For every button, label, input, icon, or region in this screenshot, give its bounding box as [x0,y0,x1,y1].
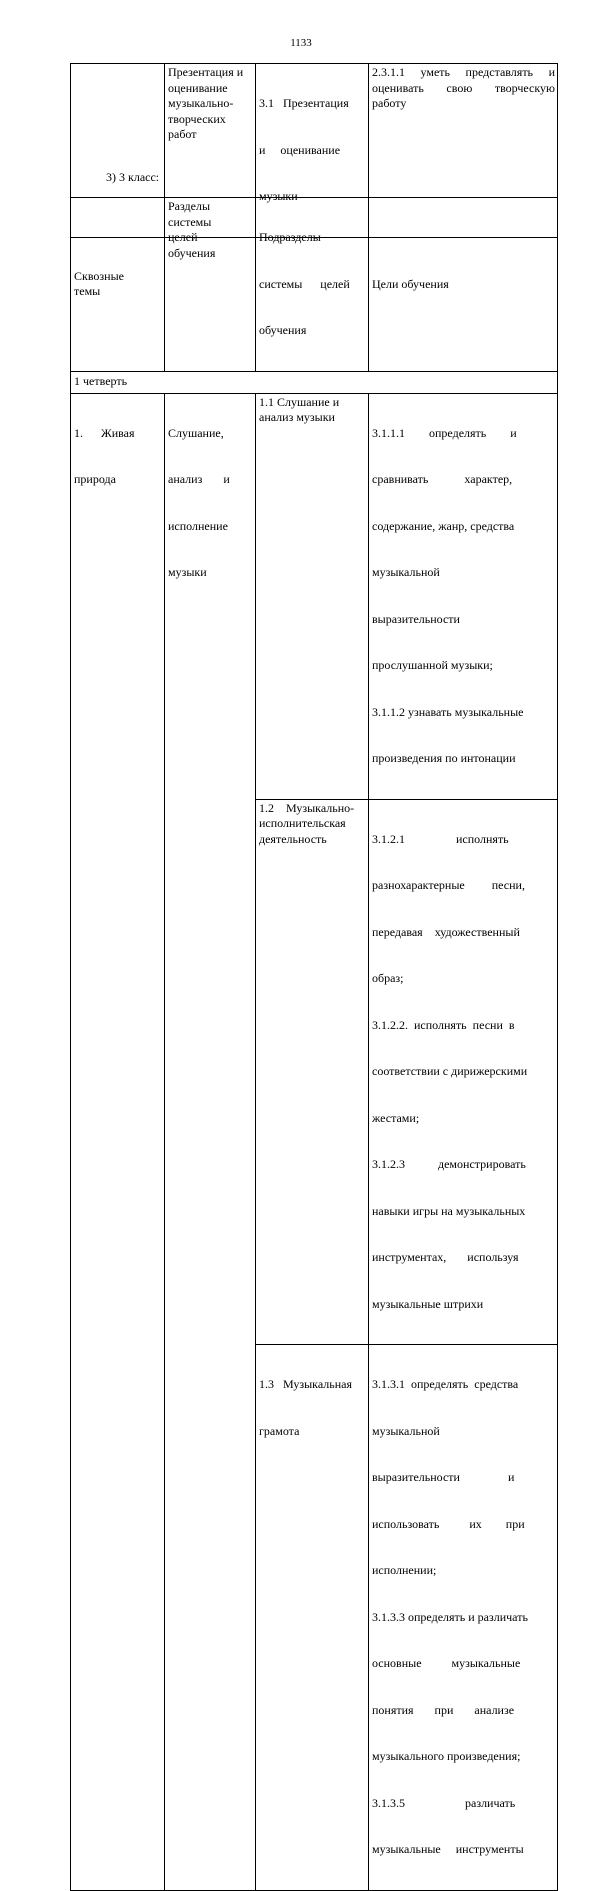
subsection-cell [256,799,369,1345]
header-subsections [256,198,369,372]
header-themes [71,198,165,372]
header-sections [165,198,256,372]
text-line: 1. Живая [74,425,135,440]
text-line: целей [168,230,198,244]
text-line: системы целей [259,276,350,291]
text-line: сравнивать характер, [372,472,513,486]
quarter-row: 1 четверть [71,371,558,393]
text-line: 1.3 Музыкальная [259,1377,352,1391]
text-line: музыкальной [372,565,440,579]
text-line: использовать их при [372,1516,525,1531]
text-line: 1.1 Слушание и [259,394,340,409]
text-line: 3.1.3.5 различать [372,1795,516,1810]
text-line: 3.1.3.1 определять средства [372,1377,519,1391]
text-line: оценивать свою творческую [372,80,555,95]
text-line: творческих [168,111,226,126]
text-line: выразительности [372,611,460,626]
theme-cell [71,393,165,1890]
text-line: обучения [168,245,216,260]
section-cell [165,393,256,1890]
text-line: темы [74,284,101,299]
text-line: и оценивание [259,142,341,157]
subsection-cell [256,393,369,799]
header-goals: Цели обучения [369,198,558,372]
text-line: основные музыкальные [372,1656,521,1670]
text-line: произведения по интонации [372,751,516,765]
goal-cell [369,1345,558,1891]
text-line: грамота [259,1423,300,1438]
text-line: музыкальные инструменты [372,1842,524,1856]
text-line: 3.1.2.3 демонстрировать [372,1157,526,1171]
text-line: музыки [259,189,298,203]
text-line: Слушание, [168,425,224,440]
text-line: разнохарактерные песни, [372,878,525,892]
text-line: образ; [372,971,404,985]
text-line: анализ музыки [259,410,335,424]
text-line: оценивание [168,80,228,95]
text-line: выразительности и [372,1470,515,1484]
text-line: содержание, жанр, средства [372,518,515,533]
text-line: музыкальной [372,1423,440,1438]
subsection-cell [256,1345,369,1891]
text-line: 3.1.1.2 узнавать музыкальные [372,704,524,719]
text-line: работ [168,127,197,141]
text-line: работу [372,96,407,110]
text-line: 3.1.2.1 исполнять [372,831,509,846]
text-line: музыкальные штрихи [372,1296,484,1311]
text-line: деятельность [259,831,327,846]
goal-cell [369,799,558,1345]
text-line: понятия при анализе [372,1702,515,1717]
text-line: прослушанной музыки; [372,658,493,672]
text-line: Разделы [168,199,211,213]
text-line: исполнение [168,518,228,533]
text-line: анализ и [168,472,230,486]
text-line: обучения [259,323,307,337]
text-line: жестами; [372,1110,420,1125]
text-line: навыки игры на музыкальных [372,1203,526,1218]
text-line: 1.2 Музыкально- [259,800,355,815]
text-line: исполнении; [372,1563,437,1577]
text-line: Презентация и [168,65,244,79]
text-line: 3.1.3.3 определять и различать [372,1609,528,1624]
text-line: 3.1 Презентация [259,96,349,110]
page-number: 1133 [290,37,312,49]
curriculum-table [70,197,558,1891]
text-line: музыки [168,565,207,579]
text-line: передавая художественный [372,924,520,939]
text-line: Сквозные [74,268,124,283]
text-line: Подразделы [259,230,321,244]
text-line: исполнительская [259,816,346,830]
text-line: системы [168,214,212,229]
text-line: музыкального произведения; [372,1749,521,1763]
text-line: инструментах, используя [372,1250,519,1264]
text-line: музыкально- [168,96,234,110]
section-label: 3) 3 класс: [106,170,160,184]
text-line: 3.1.2.2. исполнять песни в [372,1017,515,1032]
text-line: соответствии с дирижерскими [372,1064,528,1078]
text-line: 2.3.1.1 уметь представлять и [372,65,555,79]
text-line: природа [74,472,116,486]
goal-cell [369,393,558,799]
text-line: 3.1.1.1 определять и [372,425,517,440]
